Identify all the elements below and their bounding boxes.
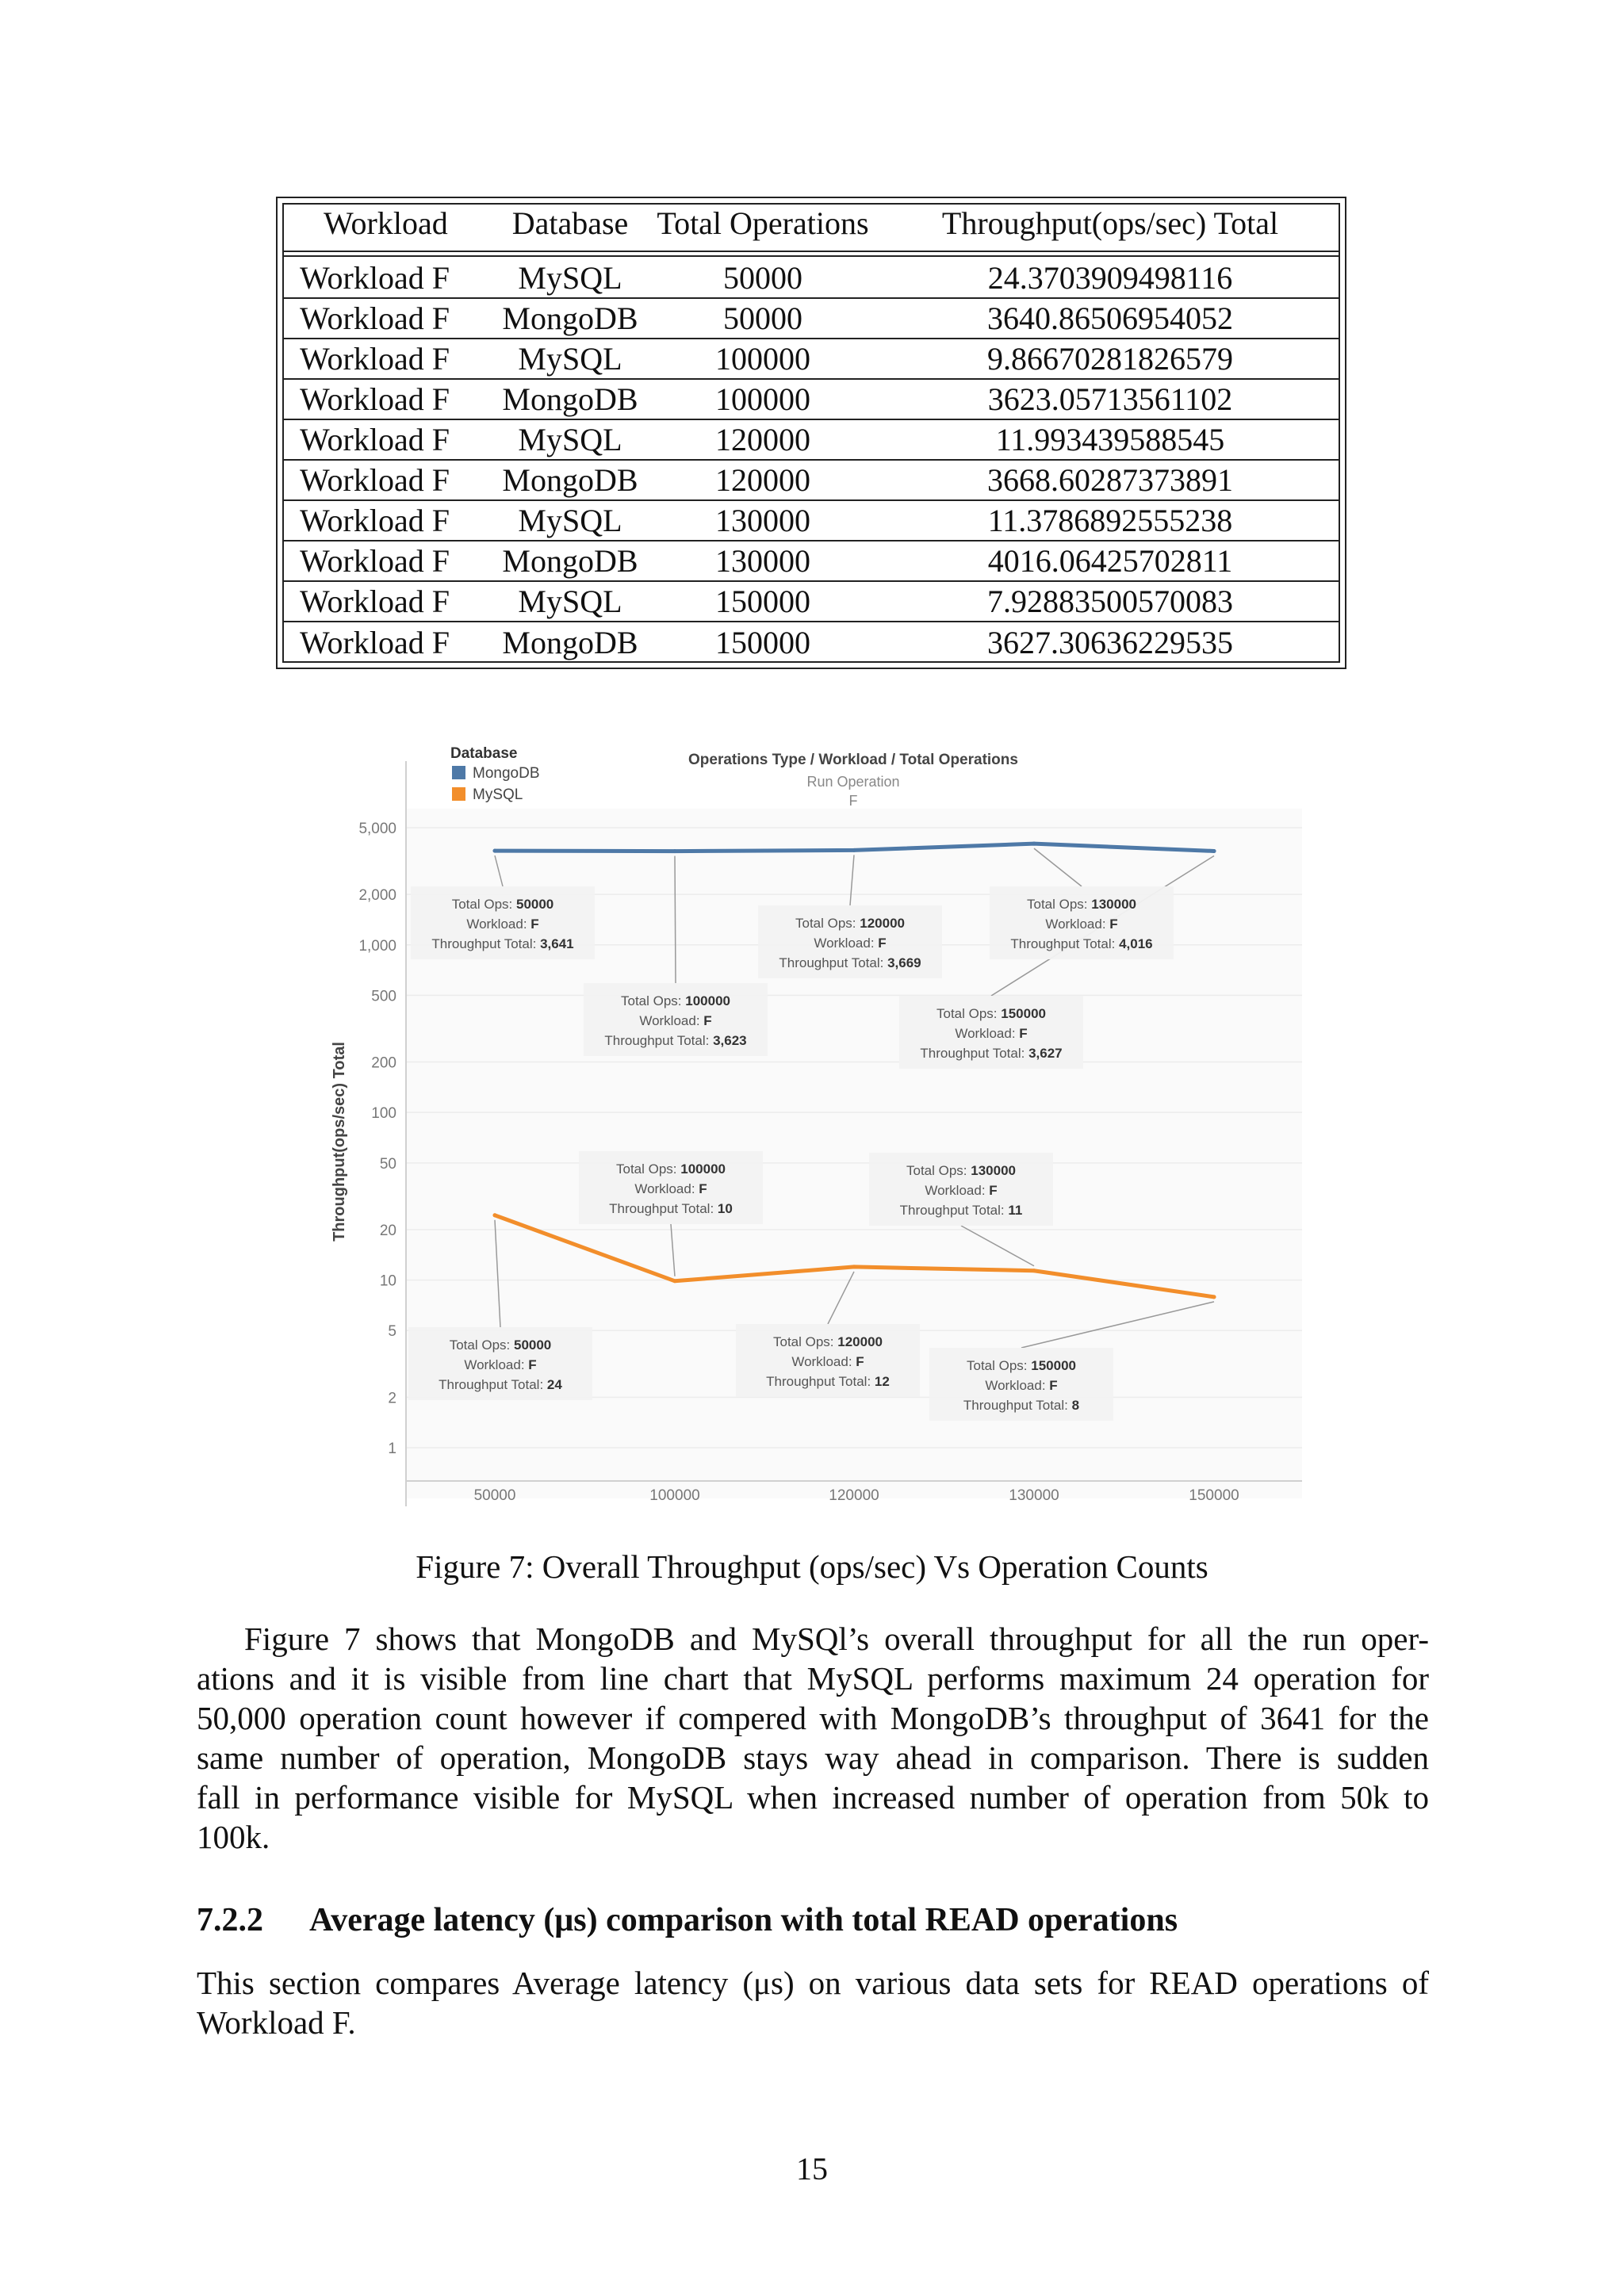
data-tooltip bbox=[990, 886, 1174, 959]
tooltip-key: Total Ops: bbox=[936, 1006, 1002, 1021]
cell-database: MongoDB bbox=[502, 381, 638, 417]
tooltip-value: 150000 bbox=[1001, 1006, 1046, 1021]
legend-swatch-mysql bbox=[452, 787, 465, 801]
tooltip-key: Throughput Total: bbox=[431, 936, 541, 951]
legend-label-mysql: MySQL bbox=[473, 786, 523, 803]
cell-total-operations: 120000 bbox=[715, 461, 810, 498]
tooltip-value: F bbox=[699, 1181, 707, 1196]
tooltip-value: F bbox=[1109, 916, 1118, 932]
x-tick-label: 100000 bbox=[649, 1487, 700, 1504]
cell-throughput: 3627.30636229535 bbox=[987, 624, 1233, 660]
header-database: Database bbox=[511, 205, 629, 241]
tooltip-line bbox=[609, 1201, 733, 1216]
cell-workload: Workload F bbox=[300, 421, 450, 457]
tooltip-line bbox=[1010, 936, 1152, 951]
cell-workload: Workload F bbox=[300, 259, 450, 296]
tooltip-value: 10 bbox=[717, 1201, 733, 1216]
cell-workload: Workload F bbox=[300, 583, 450, 619]
chart-subtitle-run-operation: Run Operation bbox=[806, 774, 900, 790]
tooltip-line bbox=[639, 1013, 711, 1028]
tooltip-line bbox=[431, 936, 573, 951]
paragraph-line: 50,000 operation count however if compered with MongoDB’s throughput of 3641 for the bbox=[197, 1700, 1429, 1736]
tooltip-value: F bbox=[528, 1357, 537, 1372]
tooltip-key: Workload: bbox=[925, 1183, 990, 1198]
tooltip-line bbox=[791, 1354, 864, 1369]
tooltip-value: 120000 bbox=[860, 916, 905, 931]
tooltip-key: Workload: bbox=[1045, 916, 1110, 932]
cell-database: MongoDB bbox=[502, 542, 638, 579]
paragraph-line: Figure 7 shows that MongoDB and MySQl’s overall throughput for all the run oper- bbox=[244, 1621, 1429, 1657]
header-separator bbox=[282, 251, 1340, 252]
tooltip-line bbox=[963, 1398, 1079, 1413]
x-tick-label: 130000 bbox=[1009, 1487, 1059, 1504]
data-tooltip bbox=[899, 996, 1083, 1069]
x-tick-label: 150000 bbox=[1189, 1487, 1239, 1504]
table-row bbox=[282, 501, 1340, 541]
legend-swatch-mongodb bbox=[452, 766, 465, 779]
tooltip-key: Throughput Total: bbox=[899, 1203, 1009, 1218]
cell-database: MongoDB bbox=[502, 624, 638, 660]
x-tick-label: 50000 bbox=[473, 1487, 516, 1504]
paragraph-line: 100k. bbox=[197, 1819, 270, 1855]
paragraph-line: same number of operation, MongoDB stays way ahead in comparison. There is sudden bbox=[197, 1739, 1429, 1776]
tooltip-line bbox=[634, 1181, 707, 1196]
tooltip-value: 3,669 bbox=[887, 955, 921, 970]
cell-throughput: 24.3703909498116 bbox=[987, 259, 1233, 296]
table-row bbox=[282, 622, 1340, 663]
paragraph-line: fall in performance visible for MySQL when increased number of operation from 50k to bbox=[197, 1779, 1429, 1816]
data-point bbox=[673, 849, 677, 853]
header-total-operations: Total Operations bbox=[657, 205, 869, 241]
cell-throughput: 3623.05713561102 bbox=[987, 381, 1233, 417]
x-tick-label: 120000 bbox=[829, 1487, 879, 1504]
cell-total-operations: 100000 bbox=[715, 340, 810, 377]
tooltip-key: Total Ops: bbox=[967, 1358, 1032, 1373]
cell-total-operations: 150000 bbox=[715, 624, 810, 660]
y-tick-label: 500 bbox=[371, 988, 396, 1005]
tooltip-key: Throughput Total: bbox=[1010, 936, 1120, 951]
cell-total-operations: 150000 bbox=[715, 583, 810, 619]
tooltip-line bbox=[773, 1334, 883, 1349]
section-title-text: Average latency (μs) comparison with total READ operations bbox=[309, 1902, 1178, 1938]
tooltip-line bbox=[616, 1161, 726, 1177]
tooltip-value: 120000 bbox=[837, 1334, 883, 1349]
table-row bbox=[282, 541, 1340, 582]
y-tick-label: 5,000 bbox=[358, 821, 396, 837]
cell-database: MongoDB bbox=[502, 300, 638, 336]
tooltip-line bbox=[795, 916, 905, 931]
tooltip-key: Total Ops: bbox=[795, 916, 860, 931]
tooltip-line bbox=[621, 993, 730, 1008]
y-tick-label: 20 bbox=[379, 1222, 396, 1239]
tooltip-key: Throughput Total: bbox=[779, 955, 888, 970]
tooltip-line bbox=[925, 1183, 997, 1198]
header-separator-double bbox=[282, 255, 1340, 257]
tooltip-key: Throughput Total: bbox=[439, 1377, 547, 1392]
tooltip-line bbox=[936, 1006, 1046, 1021]
tooltip-value: 12 bbox=[874, 1374, 890, 1389]
data-tooltip bbox=[579, 1151, 763, 1224]
cell-total-operations: 100000 bbox=[715, 381, 810, 417]
tooltip-key: Workload: bbox=[985, 1378, 1050, 1393]
tooltip-value: F bbox=[1019, 1026, 1028, 1041]
y-tick-label: 1 bbox=[388, 1441, 396, 1457]
header-workload: Workload bbox=[324, 205, 448, 241]
y-tick-label: 2 bbox=[388, 1390, 396, 1407]
cell-workload: Workload F bbox=[300, 381, 450, 417]
section-number: 7.2.2 bbox=[197, 1902, 263, 1938]
tooltip-line bbox=[967, 1358, 1076, 1373]
cell-total-operations: 130000 bbox=[715, 542, 810, 579]
cell-throughput: 11.993439588545 bbox=[995, 421, 1225, 457]
tooltip-line bbox=[779, 955, 921, 970]
paragraph-line: Workload F. bbox=[197, 2004, 356, 2041]
tooltip-line bbox=[1045, 916, 1117, 932]
section-heading bbox=[197, 1901, 1434, 1939]
tooltip-value: 130000 bbox=[971, 1163, 1016, 1178]
tooltip-key: Throughput Total: bbox=[766, 1374, 875, 1389]
header-throughput: Throughput(ops/sec) Total bbox=[941, 205, 1279, 241]
data-tooltip bbox=[929, 1348, 1113, 1421]
tooltip-value: 11 bbox=[1008, 1203, 1023, 1218]
y-tick-label: 2,000 bbox=[358, 887, 396, 905]
cell-workload: Workload F bbox=[300, 624, 450, 660]
results-table bbox=[276, 197, 1348, 671]
tooltip-key: Workload: bbox=[466, 916, 531, 932]
cell-workload: Workload F bbox=[300, 502, 450, 538]
tooltip-value: F bbox=[989, 1183, 998, 1198]
tooltip-value: 100000 bbox=[685, 993, 730, 1008]
table-row bbox=[282, 420, 1340, 461]
tooltip-key: Total Ops: bbox=[621, 993, 686, 1008]
tooltip-line bbox=[439, 1377, 562, 1392]
tooltip-key: Total Ops: bbox=[773, 1334, 838, 1349]
table-row bbox=[282, 582, 1340, 622]
cell-workload: Workload F bbox=[300, 340, 450, 377]
table-row bbox=[282, 299, 1340, 339]
tooltip-value: 100000 bbox=[680, 1161, 726, 1177]
cell-throughput: 7.92883500570083 bbox=[987, 583, 1233, 619]
data-tooltip bbox=[736, 1324, 920, 1397]
tooltip-line bbox=[814, 936, 886, 951]
tooltip-key: Workload: bbox=[639, 1013, 704, 1028]
tooltip-value: 8 bbox=[1071, 1398, 1080, 1413]
tooltip-key: Total Ops: bbox=[906, 1163, 971, 1178]
paragraph-line: This section compares Average latency (μs) on various data sets for READ operations of bbox=[197, 1965, 1429, 2001]
tooltip-line bbox=[466, 916, 538, 932]
tooltip-value: F bbox=[878, 936, 887, 951]
tooltip-key: Workload: bbox=[634, 1181, 699, 1196]
data-point bbox=[1032, 842, 1036, 846]
tooltip-value: 3,641 bbox=[540, 936, 574, 951]
tooltip-line bbox=[452, 897, 554, 912]
data-tooltip bbox=[758, 905, 942, 978]
tooltip-value: F bbox=[856, 1354, 864, 1369]
data-tooltip bbox=[411, 886, 595, 959]
legend-label-mongodb: MongoDB bbox=[473, 765, 540, 782]
y-tick-label: 5 bbox=[388, 1323, 396, 1341]
cell-database: MySQL bbox=[518, 259, 622, 296]
tooltip-line bbox=[604, 1033, 746, 1048]
cell-workload: Workload F bbox=[300, 461, 450, 498]
tooltip-key: Throughput Total: bbox=[920, 1046, 1029, 1061]
y-tick-label: 50 bbox=[379, 1155, 396, 1173]
data-point bbox=[1032, 1269, 1036, 1272]
data-point bbox=[1212, 1295, 1216, 1299]
legend-title: Database bbox=[450, 745, 518, 762]
tooltip-key: Total Ops: bbox=[1027, 897, 1092, 912]
tooltip-value: 3,627 bbox=[1028, 1046, 1063, 1061]
body-paragraph bbox=[197, 1619, 1429, 1857]
page-number: 15 bbox=[796, 2151, 828, 2187]
cell-total-operations: 50000 bbox=[723, 259, 802, 296]
y-tick-label: 1,000 bbox=[358, 937, 396, 955]
data-point bbox=[673, 1279, 677, 1283]
cell-throughput: 11.3786892555238 bbox=[987, 502, 1233, 538]
chart-title: Operations Type / Workload / Total Operations bbox=[688, 752, 1018, 768]
throughput-line-chart bbox=[317, 729, 1316, 1514]
tooltip-line bbox=[900, 1203, 1023, 1218]
table-row bbox=[282, 339, 1340, 380]
cell-throughput: 3640.86506954052 bbox=[987, 300, 1233, 336]
cell-database: MySQL bbox=[518, 502, 622, 538]
paragraph-line: ations and it is visible from line chart that MySQL performs maximum 24 operation for bbox=[197, 1660, 1429, 1697]
cell-database: MySQL bbox=[518, 421, 622, 457]
tooltip-key: Workload: bbox=[955, 1026, 1020, 1041]
tooltip-line bbox=[955, 1026, 1027, 1041]
cell-total-operations: 50000 bbox=[723, 300, 802, 336]
tooltip-key: Workload: bbox=[814, 936, 879, 951]
cell-database: MongoDB bbox=[502, 461, 638, 498]
cell-throughput: 4016.06425702811 bbox=[987, 542, 1233, 579]
tooltip-line bbox=[920, 1046, 1062, 1061]
tooltip-value: 150000 bbox=[1031, 1358, 1076, 1373]
tooltip-value: F bbox=[530, 916, 539, 932]
tooltip-line bbox=[766, 1374, 890, 1389]
tooltip-key: Throughput Total: bbox=[609, 1201, 718, 1216]
tooltip-key: Workload: bbox=[464, 1357, 529, 1372]
table-header-row bbox=[282, 197, 1340, 251]
tooltip-line bbox=[1027, 897, 1136, 912]
cell-workload: Workload F bbox=[300, 542, 450, 579]
y-tick-label: 100 bbox=[371, 1105, 396, 1123]
tooltip-key: Total Ops: bbox=[449, 1337, 514, 1353]
data-point bbox=[852, 1265, 856, 1269]
data-point bbox=[1212, 849, 1216, 853]
data-tooltip bbox=[869, 1153, 1053, 1226]
tooltip-value: 50000 bbox=[515, 897, 554, 912]
data-tooltip bbox=[584, 983, 768, 1056]
tooltip-value: F bbox=[1049, 1378, 1058, 1393]
throughput-chart bbox=[317, 729, 1316, 1514]
table-body bbox=[282, 258, 1340, 663]
tooltip-key: Total Ops: bbox=[451, 897, 516, 912]
tooltip-value: 24 bbox=[546, 1377, 562, 1392]
tooltip-key: Workload: bbox=[791, 1354, 856, 1369]
section-paragraph bbox=[197, 1963, 1429, 2042]
cell-throughput: 9.86670281826579 bbox=[987, 340, 1233, 377]
tooltip-key: Total Ops: bbox=[616, 1161, 681, 1177]
tooltip-leader-line bbox=[675, 856, 676, 983]
y-tick-label: 10 bbox=[379, 1272, 396, 1290]
data-point bbox=[493, 1213, 497, 1217]
tooltip-value: 130000 bbox=[1091, 897, 1136, 912]
tooltip-line bbox=[906, 1163, 1016, 1178]
tooltip-line bbox=[450, 1337, 552, 1353]
tooltip-value: 3,623 bbox=[713, 1033, 747, 1048]
cell-total-operations: 120000 bbox=[715, 421, 810, 457]
y-tick-label: 200 bbox=[371, 1054, 396, 1072]
cell-workload: Workload F bbox=[300, 300, 450, 336]
table-row bbox=[282, 380, 1340, 420]
figure-caption: Figure 7: Overall Throughput (ops/sec) Vs Operation Counts bbox=[416, 1548, 1208, 1585]
tooltip-line bbox=[464, 1357, 536, 1372]
cell-database: MySQL bbox=[518, 340, 622, 377]
cell-total-operations: 130000 bbox=[715, 502, 810, 538]
cell-database: MySQL bbox=[518, 583, 622, 619]
tooltip-key: Throughput Total: bbox=[604, 1033, 714, 1048]
table-row bbox=[282, 258, 1340, 299]
tooltip-key: Throughput Total: bbox=[963, 1398, 1072, 1413]
data-point bbox=[493, 849, 497, 853]
cell-throughput: 3668.60287373891 bbox=[987, 461, 1233, 498]
data-point bbox=[852, 848, 856, 852]
tooltip-value: F bbox=[703, 1013, 712, 1028]
tooltip-line bbox=[985, 1378, 1057, 1393]
tooltip-value: 50000 bbox=[513, 1337, 552, 1353]
tooltip-value: 4,016 bbox=[1119, 936, 1153, 951]
chart-subtitle-workload: F bbox=[848, 793, 858, 809]
data-tooltip bbox=[408, 1327, 592, 1400]
y-axis-title: Throughput(ops/sec) Total bbox=[331, 1042, 348, 1242]
table-row bbox=[282, 461, 1340, 501]
